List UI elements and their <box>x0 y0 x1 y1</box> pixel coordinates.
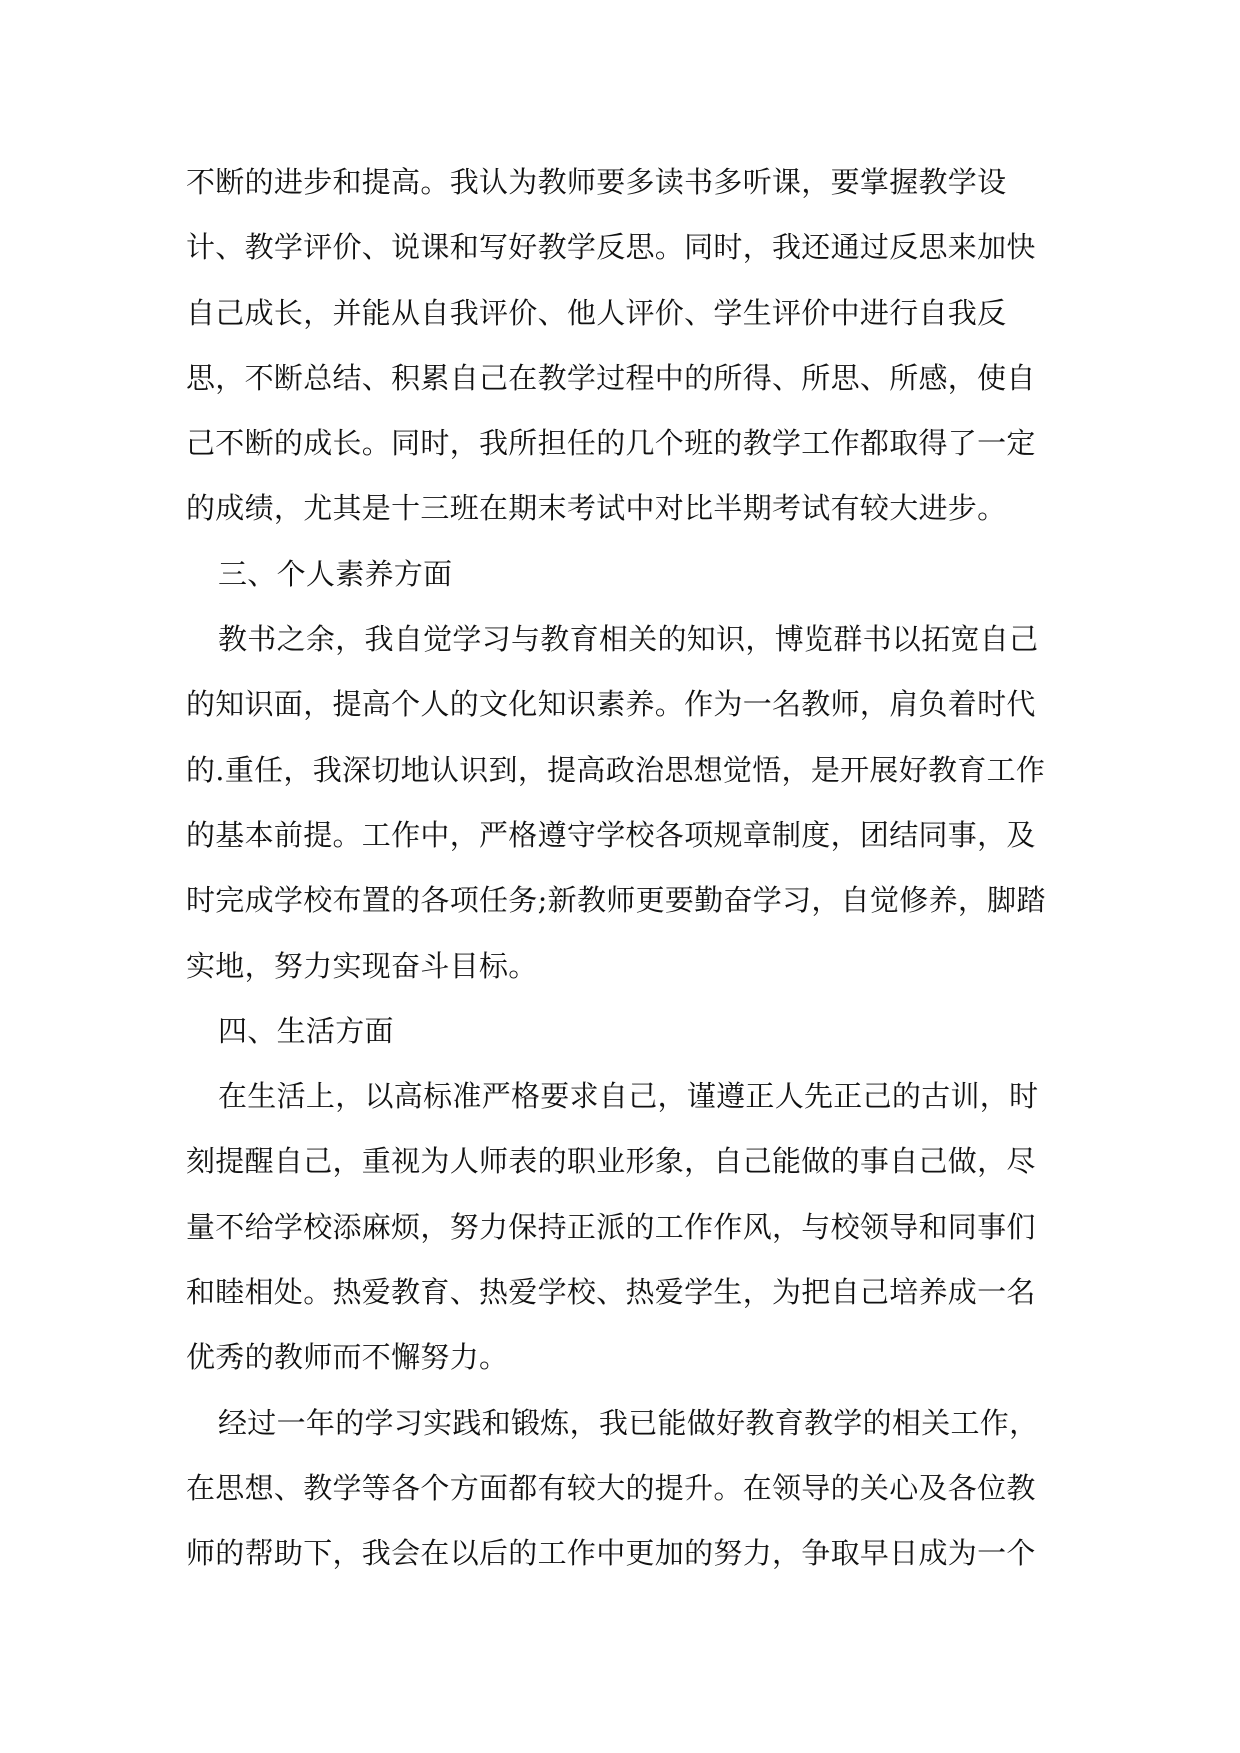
text-line: 实地，努力实现奋斗目标。 <box>186 948 538 983</box>
text-line: 师的帮助下，我会在以后的工作中更加的努力，争取早日成为一个 <box>186 1536 1036 1571</box>
text-line: 的基本前提。工作中，严格遵守学校各项规章制度，团结同事，及 <box>186 817 1036 852</box>
text-line: 在思想、教学等各个方面都有较大的提升。在领导的关心及各位教 <box>186 1470 1036 1505</box>
section-heading: 三、个人素养方面 <box>218 556 453 591</box>
text-line: 的成绩，尤其是十三班在期末考试中对比半期考试有较大进步。 <box>186 491 1007 526</box>
text-line: 的.重任，我深切地认识到，提高政治思想觉悟，是开展好教育工作 <box>186 752 1046 787</box>
text-line: 思，不断总结、积累自己在教学过程中的所得、所思、所感，使自 <box>186 360 1036 395</box>
text-line: 优秀的教师而不懈努力。 <box>186 1340 509 1375</box>
text-line: 教书之余，我自觉学习与教育相关的知识，博览群书以拓宽自己 <box>218 622 1039 657</box>
text-line: 经过一年的学习实践和锻炼，我已能做好教育教学的相关工作， <box>218 1405 1039 1440</box>
text-line: 的知识面，提高个人的文化知识素养。作为一名教师，肩负着时代 <box>186 687 1036 722</box>
text-line: 和睦相处。热爱教育、热爱学校、热爱学生，为把自己培养成一名 <box>186 1275 1036 1310</box>
text-line: 刻提醒自己，重视为人师表的职业形象，自己能做的事自己做，尽 <box>186 1144 1036 1179</box>
text-line: 在生活上，以高标准严格要求自己，谨遵正人先正己的古训，时 <box>218 1079 1039 1114</box>
section-heading: 四、生活方面 <box>218 1013 394 1048</box>
text-line: 己不断的成长。同时，我所担任的几个班的教学工作都取得了一定 <box>186 426 1036 461</box>
text-line: 时完成学校布置的各项任务;新教师更要勤奋学习，自觉修养，脚踏 <box>186 883 1046 918</box>
text-line: 不断的进步和提高。我认为教师要多读书多听课，要掌握教学设 <box>186 165 1007 199</box>
document-body <box>186 150 1056 1587</box>
text-line: 量不给学校添麻烦，努力保持正派的工作作风，与校领导和同事们 <box>186 1209 1036 1244</box>
text-line: 自己成长，并能从自我评价、他人评价、学生评价中进行自我反 <box>186 295 1007 330</box>
text-line: 计、教学评价、说课和写好教学反思。同时，我还通过反思来加快 <box>186 230 1036 265</box>
